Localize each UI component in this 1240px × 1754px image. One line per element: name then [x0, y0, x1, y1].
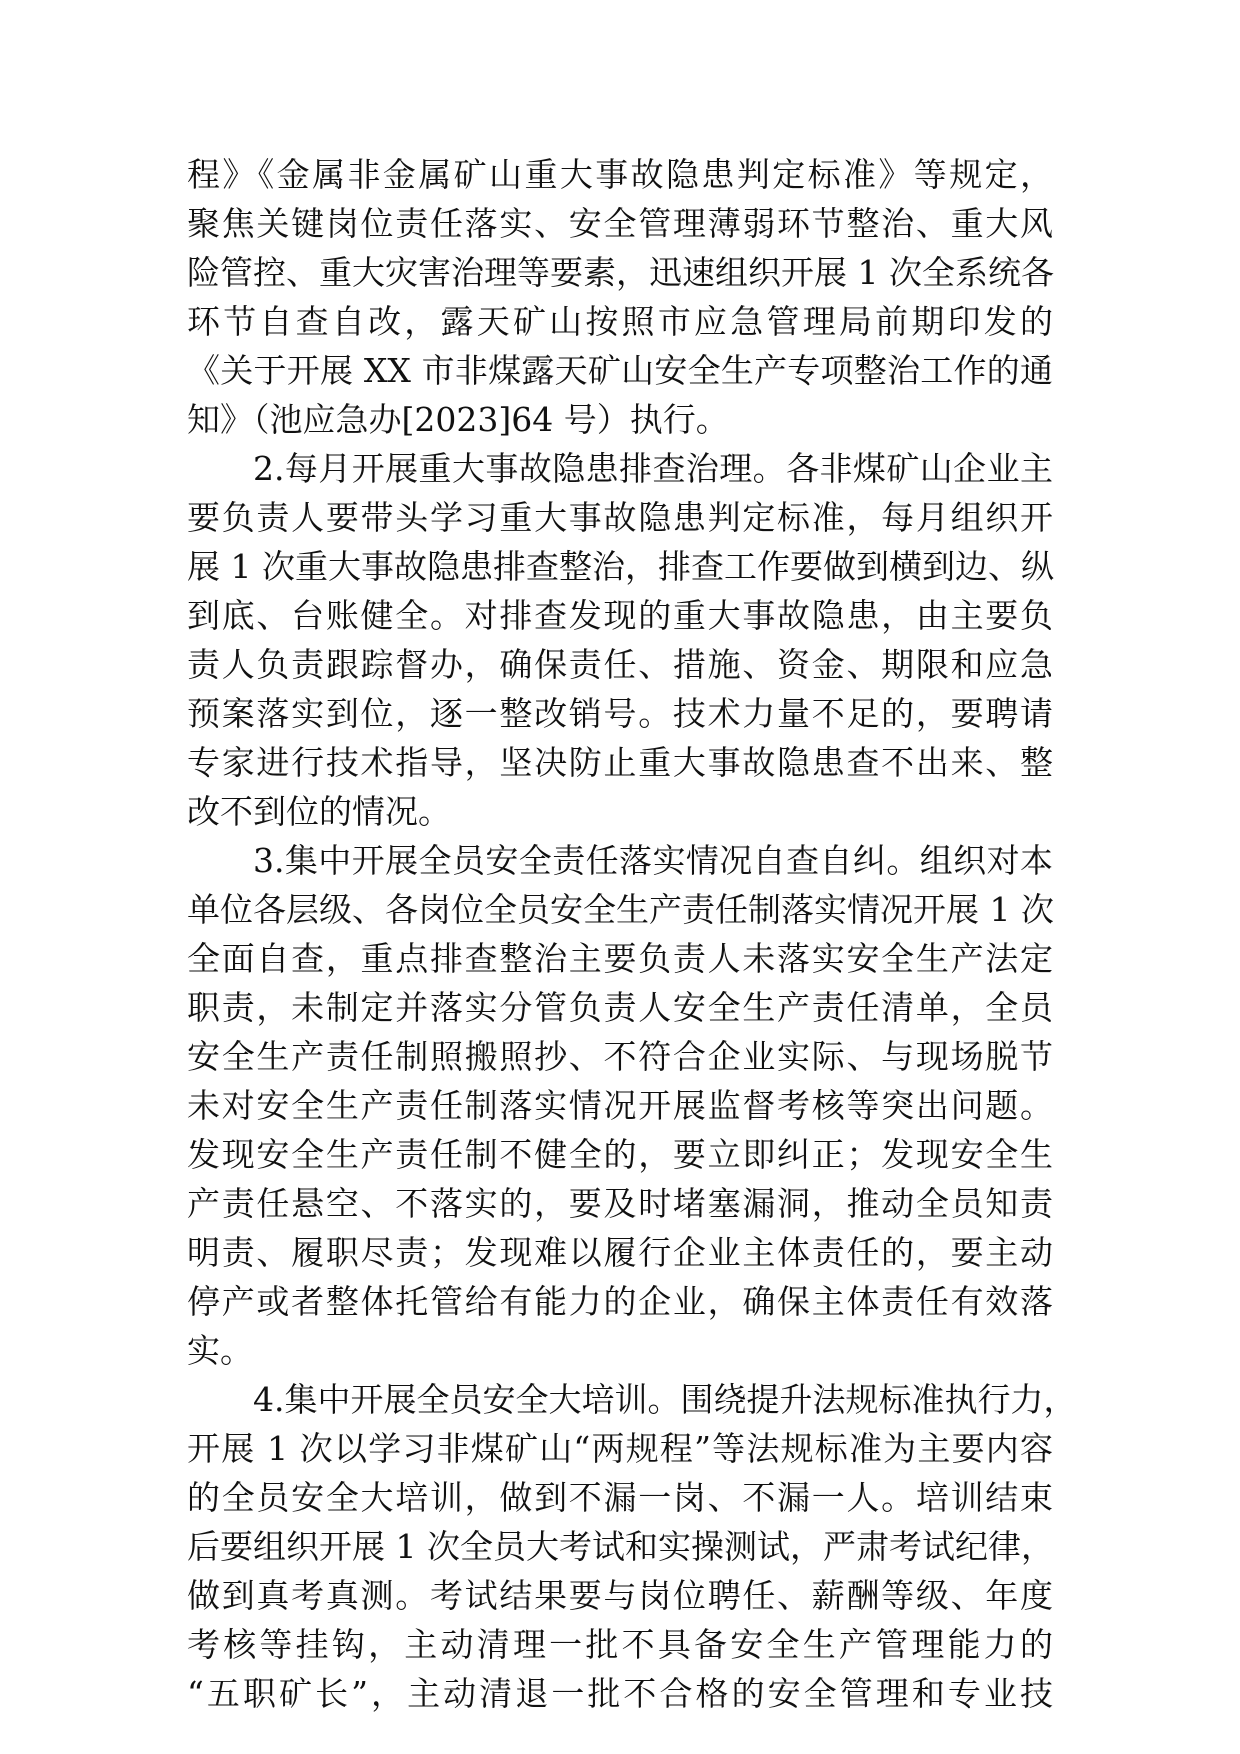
text-line: 做到真考真测。考试结果要与岗位聘任、薪酬等级、年度: [187, 1576, 1053, 1615]
document-page: [187, 150, 1077, 1718]
text-line: 预案落实到位，逐一整改销号。技术力量不足的，要聘请: [187, 694, 1053, 733]
text-line: 知》（池应急办[2023]64 号）执行。: [187, 400, 729, 439]
text-line: 要负责人要带头学习重大事故隐患判定标准，每月组织开: [187, 498, 1053, 537]
text-line: 考核等挂钩，主动清理一批不具备安全生产管理能力的: [187, 1625, 1053, 1664]
text-line: 4.集中开展全员安全大培训。围绕提升法规标准执行力，: [253, 1380, 1077, 1419]
text-line: 未对安全生产责任制落实情况开展监督考核等突出问题。: [187, 1086, 1053, 1125]
text-line: 聚焦关键岗位责任落实、安全管理薄弱环节整治、重大风: [187, 204, 1053, 243]
text-line: 的全员安全大培训，做到不漏一岗、不漏一人。培训结束: [187, 1478, 1053, 1517]
text-line: 《关于开展 XX 市非煤露天矿山安全生产专项整治工作的通: [187, 351, 1053, 390]
text-line: 后要组织开展 1 次全员大考试和实操测试，严肃考试纪律，: [187, 1527, 1054, 1566]
paragraph-item-3: [187, 836, 1053, 1375]
text-line: 停产或者整体托管给有能力的企业，确保主体责任有效落: [187, 1282, 1053, 1321]
text-line: 3.集中开展全员安全责任落实情况自查自纠。组织对本: [253, 841, 1053, 880]
text-line: 责人负责跟踪督办，确保责任、措施、资金、期限和应急: [187, 645, 1053, 684]
text-line: 专家进行技术指导，坚决防止重大事故隐患查不出来、整: [187, 743, 1053, 782]
text-line: 开展 1 次以学习非煤矿山“两规程”等法规标准为主要内容: [187, 1429, 1053, 1468]
text-line: 单位各层级、各岗位全员安全生产责任制落实情况开展 1 次: [187, 890, 1054, 929]
text-line: 险管控、重大灾害治理等要素，迅速组织开展 1 次全系统各: [187, 253, 1054, 292]
text-line: 产责任悬空、不落实的，要及时堵塞漏洞，推动全员知责: [187, 1184, 1053, 1223]
text-line: 安全生产责任制照搬照抄、不符合企业实际、与现场脱节: [187, 1037, 1053, 1076]
paragraph-continuation: [187, 150, 1053, 444]
text-line: 发现安全生产责任制不健全的，要立即纠正；发现安全生: [187, 1135, 1053, 1174]
text-line: 展 1 次重大事故隐患排查整治，排查工作要做到横到边、纵: [187, 547, 1054, 586]
text-line: 实。: [187, 1331, 253, 1370]
text-line: 明责、履职尽责；发现难以履行企业主体责任的，要主动: [187, 1233, 1053, 1272]
text-line: “五职矿长”，主动清退一批不合格的安全管理和专业技: [187, 1674, 1053, 1713]
paragraph-item-4: [187, 1375, 1077, 1718]
text-line: 到底、台账健全。对排查发现的重大事故隐患，由主要负: [187, 596, 1053, 635]
text-line: 程》《金属非金属矿山重大事故隐患判定标准》等规定，: [187, 155, 1053, 194]
text-line: 改不到位的情况。: [187, 792, 451, 831]
text-line: 职责，未制定并落实分管负责人安全生产责任清单，全员: [187, 988, 1053, 1027]
text-line: 全面自查，重点排查整治主要负责人未落实安全生产法定: [187, 939, 1053, 978]
text-line: 环节自查自改，露天矿山按照市应急管理局前期印发的: [187, 302, 1053, 341]
paragraph-item-2: [187, 444, 1053, 836]
text-line: 2.每月开展重大事故隐患排查治理。各非煤矿山企业主: [253, 449, 1053, 488]
